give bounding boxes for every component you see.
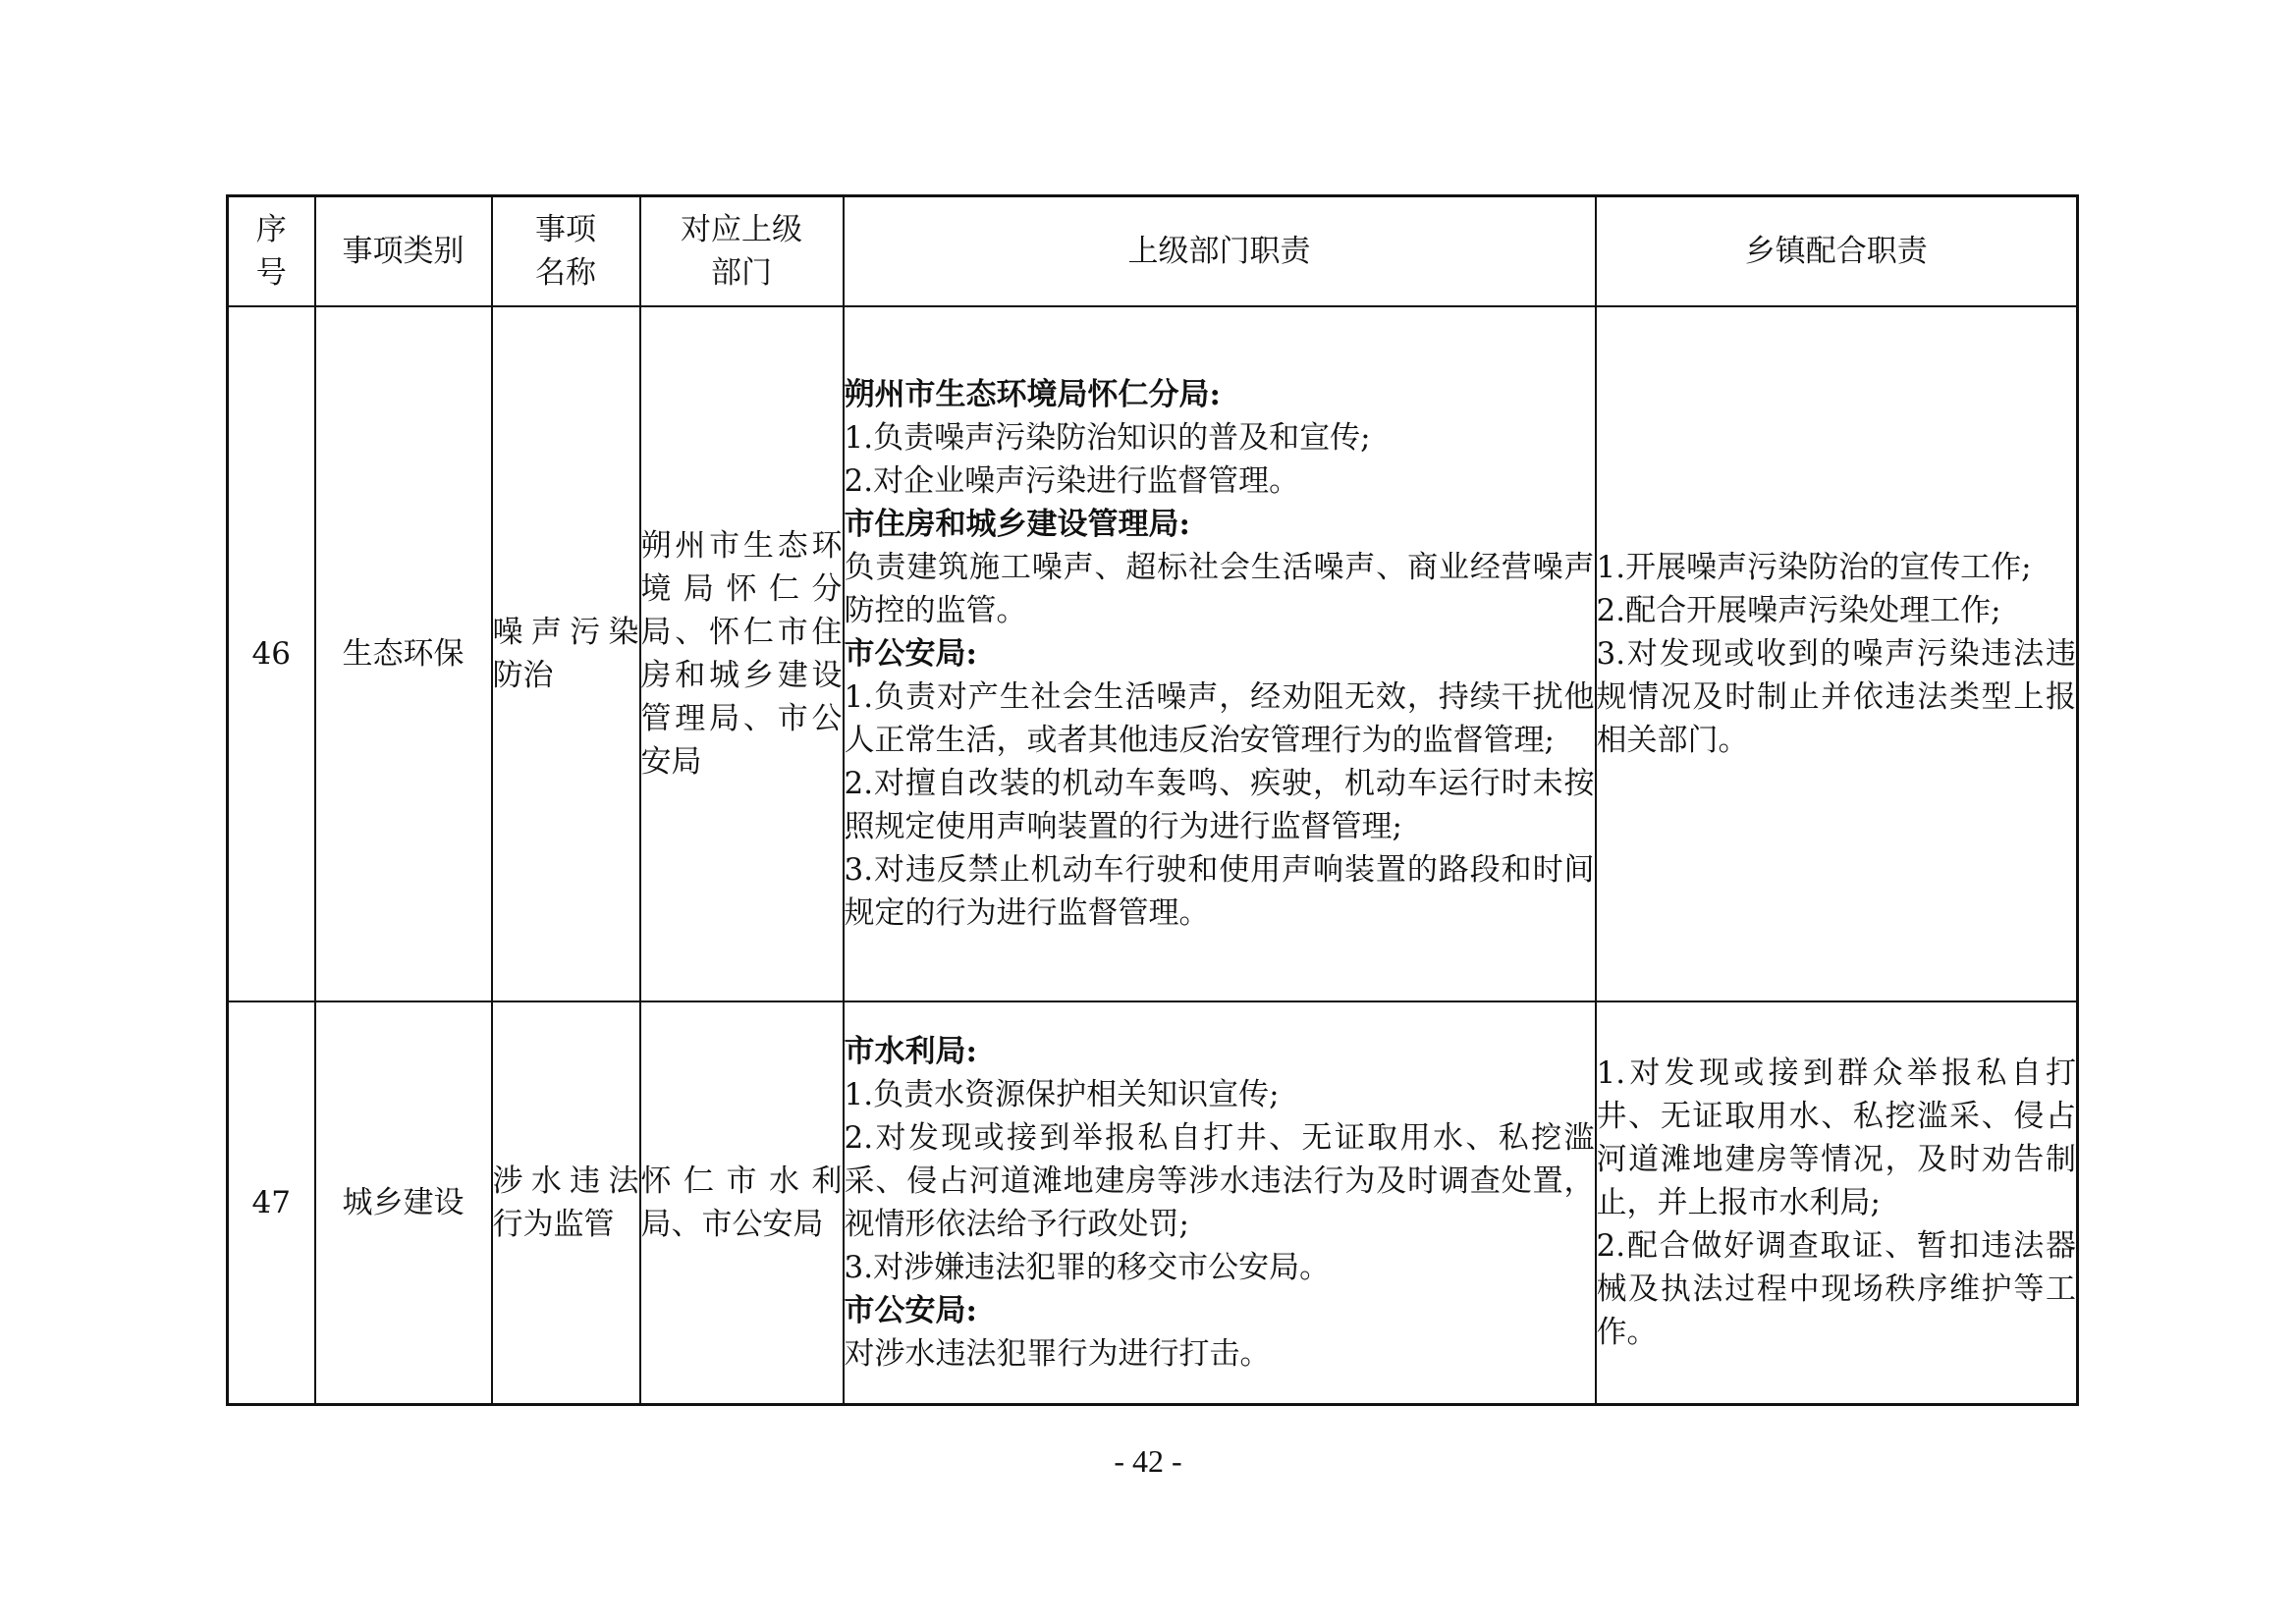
duty-group-heading: 市公安局: [844, 636, 977, 672]
row-item-name: 涉水违法行为监管 [492, 1001, 640, 1405]
duty-table [226, 194, 2079, 1406]
header-item-name: 事项 名称 [492, 196, 640, 307]
row-department: 怀仁市水利局、市公安局 [640, 1001, 844, 1405]
duty-line: 负责建筑施工噪声、超标社会生活噪声、商业经营噪声防控的监管。 [844, 550, 1595, 628]
duty-line: 2.配合开展噪声污染处理工作; [1596, 593, 2001, 628]
duty-line: 2.对擅自改装的机动车轰鸣、疾驶，机动车运行时未按照规定使用声响装置的行为进行监督管理; [844, 766, 1595, 844]
duty-group-heading: 市公安局: [844, 1293, 977, 1328]
duty-line: 3.对违反禁止机动车行驶和使用声响装置的路段和时间规定的行为进行监督管理。 [844, 852, 1595, 931]
duty-line: 2.对发现或接到举报私自打井、无证取用水、私挖滥采、侵占河道滩地建房等涉水违法行为及时调查处置，视情形依法给予行政处罚; [844, 1120, 1595, 1242]
duty-line: 1.负责噪声污染防治知识的普及和宣传; [844, 420, 1371, 456]
duty-line: 3.对发现或收到的噪声污染违法违规情况及时制止并依违法类型上报相关部门。 [1596, 636, 2076, 758]
header-superior-duties: 上级部门职责 [844, 196, 1596, 307]
header-serial-number: 序 号 [228, 196, 315, 307]
row-serial-number: 46 [228, 306, 315, 1001]
row-superior-duties [844, 306, 1596, 1001]
duty-line: 3.对涉嫌违法犯罪的移交市公安局。 [844, 1250, 1331, 1285]
row-item-name: 噪声污染防治 [492, 306, 640, 1001]
row-township-duties [1596, 1001, 2078, 1405]
row-department: 朔州市生态环境局怀仁分局、怀仁市住房和城乡建设管理局、市公安局 [640, 306, 844, 1001]
duty-line: 对涉水违法犯罪行为进行打击。 [844, 1336, 1271, 1372]
table-row [228, 1001, 2078, 1405]
duty-line: 1.负责对产生社会生活噪声，经劝阻无效，持续干扰他人正常生活，或者其他违反治安管理行为的监督管理; [844, 679, 1595, 758]
row-township-duties [1596, 306, 2078, 1001]
duty-line: 1.负责水资源保护相关知识宣传; [844, 1077, 1280, 1112]
page-number: - 42 - [1114, 1443, 1182, 1479]
duty-line: 2.配合做好调查取证、暂扣违法器械及执法过程中现场秩序维护等工作。 [1596, 1228, 2076, 1350]
duty-line: 1.开展噪声污染防治的宣传工作; [1596, 550, 2032, 585]
row-superior-duties [844, 1001, 1596, 1405]
duty-group-heading: 市住房和城乡建设管理局: [844, 507, 1190, 542]
row-category: 生态环保 [315, 306, 492, 1001]
table-row [228, 306, 2078, 1001]
duty-group-heading: 朔州市生态环境局怀仁分局: [844, 377, 1221, 412]
header-category: 事项类别 [315, 196, 492, 307]
duty-group-heading: 市水利局: [844, 1034, 977, 1069]
row-category: 城乡建设 [315, 1001, 492, 1405]
header-township-duties: 乡镇配合职责 [1596, 196, 2078, 307]
header-department: 对应上级 部门 [640, 196, 844, 307]
duty-line: 2.对企业噪声污染进行监督管理。 [844, 463, 1300, 499]
table-header-row [228, 196, 2078, 307]
duty-line: 1.对发现或接到群众举报私自打井、无证取用水、私挖滥采、侵占河道滩地建房等情况，及时劝告制止，并上报市水利局; [1596, 1055, 2076, 1220]
row-serial-number: 47 [228, 1001, 315, 1405]
